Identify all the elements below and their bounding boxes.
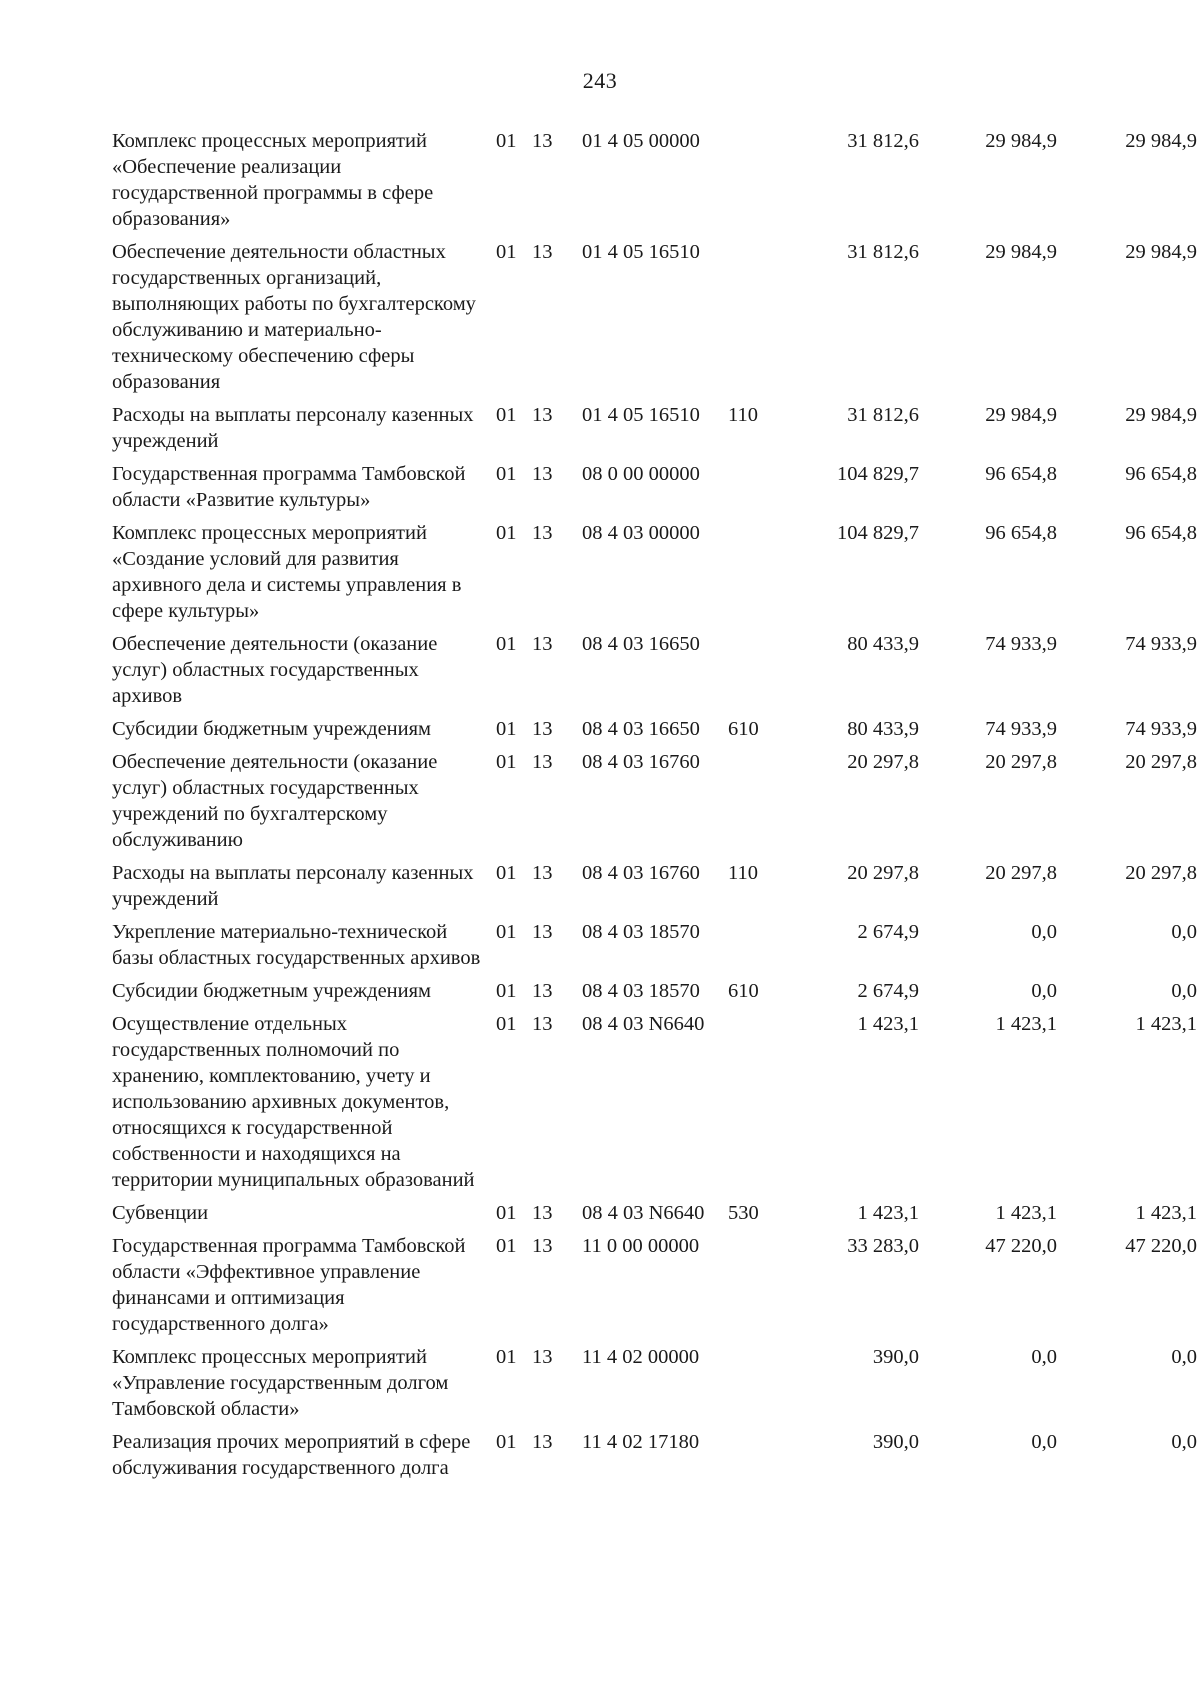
amount-year1-cell: 33 283,0 [847,1235,919,1257]
amount-year3-cell: 0,0 [1171,1431,1197,1453]
row-name-cell: Комплекс процессных мероприятий «Обеспечение реализации государственной программы в сфере образования» [112,130,434,230]
amount-year1-cell: 390,0 [872,1431,919,1453]
table-row [112,461,1197,520]
amount-year3-cell: 29 984,9 [1125,130,1197,152]
target-article-code-cell: 08 4 03 18570 [582,980,700,1002]
amount-year1-cell: 104 829,7 [837,522,919,544]
amount-year2-cell: 0,0 [1031,980,1057,1002]
amount-year2-cell: 47 220,0 [985,1235,1057,1257]
section-code-cell: 01 [496,921,517,943]
expense-type-code-cell [728,749,784,860]
section-code-cell: 01 [496,980,517,1002]
amount-year1-cell: 20 297,8 [847,862,919,884]
subsection-code-cell: 13 [532,1431,553,1453]
subsection-code-cell: 13 [532,130,553,152]
target-article-code-cell: 08 4 03 16650 [582,633,700,655]
section-code-cell: 01 [496,1235,517,1257]
target-article-code-cell: 08 4 03 N6640 [582,1013,705,1035]
target-article-code-cell: 08 4 03 18570 [582,921,700,943]
section-code-cell: 01 [496,404,517,426]
amount-year2-cell: 29 984,9 [985,404,1057,426]
section-code-cell: 01 [496,633,517,655]
section-code-cell: 01 [496,1013,517,1035]
table-row [112,1011,1197,1200]
expense-type-code-cell: 110 [728,404,758,426]
target-article-code-cell: 08 4 03 N6640 [582,1202,705,1224]
section-code-cell: 01 [496,1346,517,1368]
amount-year3-cell: 47 220,0 [1125,1235,1197,1257]
amount-year2-cell: 0,0 [1031,1346,1057,1368]
expense-type-code-cell [728,128,784,239]
subsection-code-cell: 13 [532,1013,553,1035]
row-name-cell: Расходы на выплаты персоналу казенных учреждений [112,404,474,452]
table-row [112,128,1197,239]
expense-type-code-cell: 610 [728,980,759,1002]
table-row [112,919,1197,978]
table-row [112,1429,1197,1488]
amount-year1-cell: 1 423,1 [857,1202,919,1224]
target-article-code-cell: 08 4 03 16760 [582,751,700,773]
amount-year1-cell: 1 423,1 [857,1013,919,1035]
amount-year1-cell: 2 674,9 [857,980,919,1002]
amount-year1-cell: 20 297,8 [847,751,919,773]
amount-year1-cell: 80 433,9 [847,718,919,740]
target-article-code-cell: 11 4 02 17180 [582,1431,700,1453]
amount-year2-cell: 96 654,8 [985,463,1057,485]
row-name-cell: Комплекс процессных мероприятий «Создание условий для развития архивного дела и системы управления в сфере культуры» [112,522,462,622]
row-name-cell: Осуществление отдельных государственных полномочий по хранению, комплектованию, учету и использованию архивных документов, относящихся к государственной собственности и находящихся на территории муниципальных образований [112,1013,475,1191]
row-name-cell: Субсидии бюджетным учреждениям [112,980,432,1002]
section-code-cell: 01 [496,522,517,544]
target-article-code-cell: 01 4 05 16510 [582,404,700,426]
row-name-cell: Обеспечение деятельности (оказание услуг) областных государственных архивов [112,633,438,707]
amount-year2-cell: 20 297,8 [985,751,1057,773]
expense-type-code-cell: 110 [728,862,758,884]
amount-year2-cell: 20 297,8 [985,862,1057,884]
section-code-cell: 01 [496,463,517,485]
amount-year3-cell: 0,0 [1171,1346,1197,1368]
target-article-code-cell: 01 4 05 00000 [582,130,700,152]
amount-year3-cell: 74 933,9 [1125,633,1197,655]
table-row [112,402,1197,461]
target-article-code-cell: 11 0 00 00000 [582,1235,700,1257]
amount-year2-cell: 0,0 [1031,1431,1057,1453]
amount-year3-cell: 1 423,1 [1135,1202,1197,1224]
subsection-code-cell: 13 [532,718,553,740]
amount-year3-cell: 29 984,9 [1125,404,1197,426]
amount-year3-cell: 96 654,8 [1125,463,1197,485]
subsection-code-cell: 13 [532,1235,553,1257]
amount-year3-cell: 20 297,8 [1125,862,1197,884]
subsection-code-cell: 13 [532,1202,553,1224]
amount-year1-cell: 390,0 [872,1346,919,1368]
row-name-cell: Обеспечение деятельности (оказание услуг) областных государственных учреждений по бухгалтерскому обслуживанию [112,751,438,851]
section-code-cell: 01 [496,862,517,884]
target-article-code-cell: 08 0 00 00000 [582,463,700,485]
subsection-code-cell: 13 [532,404,553,426]
page-number: 243 [582,68,618,93]
row-name-cell: Обеспечение деятельности областных государственных организаций, выполняющих работы по бухгалтерскому обслуживанию и материально-техническому обеспечению сферы образования [112,241,476,393]
table-row [112,1233,1197,1344]
row-name-cell: Укрепление материально-технической базы областных государственных архивов [112,921,481,969]
row-name-cell: Субвенции [112,1202,209,1224]
amount-year3-cell: 0,0 [1171,921,1197,943]
table-row [112,716,1197,749]
target-article-code-cell: 08 4 03 00000 [582,522,700,544]
amount-year3-cell: 20 297,8 [1125,751,1197,773]
amount-year1-cell: 31 812,6 [847,404,919,426]
row-name-cell: Расходы на выплаты персоналу казенных учреждений [112,862,474,910]
row-name-cell: Государственная программа Тамбовской области «Развитие культуры» [112,463,466,511]
amount-year2-cell: 74 933,9 [985,718,1057,740]
section-code-cell: 01 [496,1202,517,1224]
row-name-cell: Комплекс процессных мероприятий «Управление государственным долгом Тамбовской области» [112,1346,449,1420]
amount-year1-cell: 31 812,6 [847,241,919,263]
amount-year3-cell: 96 654,8 [1125,522,1197,544]
subsection-code-cell: 13 [532,522,553,544]
subsection-code-cell: 13 [532,751,553,773]
expense-type-code-cell [728,631,784,716]
amount-year2-cell: 1 423,1 [995,1202,1057,1224]
amount-year2-cell: 29 984,9 [985,130,1057,152]
target-article-code-cell: 01 4 05 16510 [582,241,700,263]
amount-year3-cell: 29 984,9 [1125,241,1197,263]
amount-year3-cell: 0,0 [1171,980,1197,1002]
expense-type-code-cell [728,919,784,978]
subsection-code-cell: 13 [532,980,553,1002]
expense-type-code-cell [728,239,784,402]
amount-year1-cell: 104 829,7 [837,463,919,485]
amount-year1-cell: 80 433,9 [847,633,919,655]
expense-type-code-cell: 610 [728,718,759,740]
expense-type-code-cell [728,1011,784,1200]
table-row [112,520,1197,631]
section-code-cell: 01 [496,751,517,773]
row-name-cell: Субсидии бюджетным учреждениям [112,718,432,740]
amount-year3-cell: 1 423,1 [1135,1013,1197,1035]
target-article-code-cell: 08 4 03 16650 [582,718,700,740]
expense-type-code-cell [728,520,784,631]
table-row [112,1344,1197,1429]
section-code-cell: 01 [496,241,517,263]
expense-type-code-cell: 530 [728,1202,759,1224]
subsection-code-cell: 13 [532,921,553,943]
table-row [112,749,1197,860]
amount-year3-cell: 74 933,9 [1125,718,1197,740]
target-article-code-cell: 08 4 03 16760 [582,862,700,884]
target-article-code-cell: 11 4 02 00000 [582,1346,700,1368]
amount-year2-cell: 74 933,9 [985,633,1057,655]
row-name-cell: Реализация прочих мероприятий в сфере обслуживания государственного долга [112,1431,471,1479]
table-row [112,1200,1197,1233]
section-code-cell: 01 [496,718,517,740]
subsection-code-cell: 13 [532,241,553,263]
section-code-cell: 01 [496,130,517,152]
amount-year1-cell: 31 812,6 [847,130,919,152]
row-name-cell: Государственная программа Тамбовской области «Эффективное управление финансами и оптимизация государственного долга» [112,1235,466,1335]
table-row [112,239,1197,402]
expense-type-code-cell [728,461,784,520]
table-row [112,860,1197,919]
section-code-cell: 01 [496,1431,517,1453]
expense-type-code-cell [728,1233,784,1344]
subsection-code-cell: 13 [532,463,553,485]
budget-table [112,128,1197,1488]
amount-year2-cell: 1 423,1 [995,1013,1057,1035]
subsection-code-cell: 13 [532,862,553,884]
table-row [112,631,1197,716]
amount-year2-cell: 0,0 [1031,921,1057,943]
expense-type-code-cell [728,1344,784,1429]
amount-year1-cell: 2 674,9 [857,921,919,943]
amount-year2-cell: 29 984,9 [985,241,1057,263]
amount-year2-cell: 96 654,8 [985,522,1057,544]
table-body [112,128,1197,1488]
expense-type-code-cell [728,1429,784,1488]
subsection-code-cell: 13 [532,633,553,655]
table-row [112,978,1197,1011]
subsection-code-cell: 13 [532,1346,553,1368]
